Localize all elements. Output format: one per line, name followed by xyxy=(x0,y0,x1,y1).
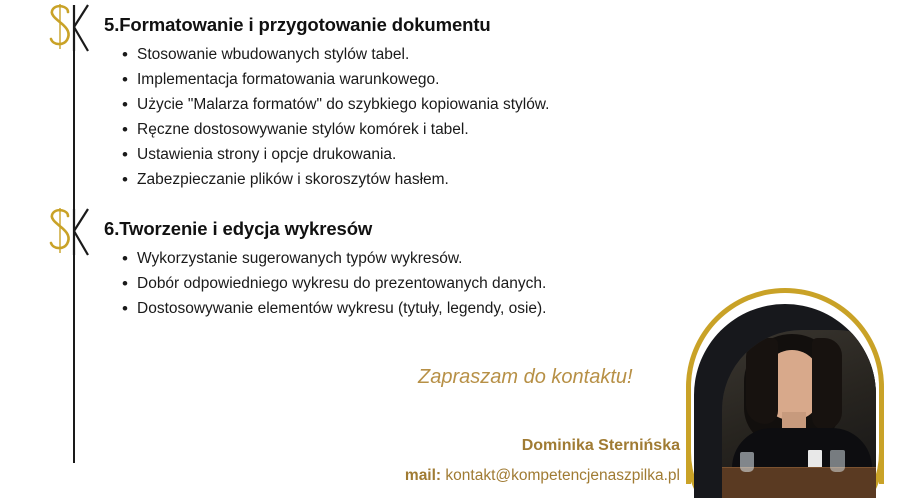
list-item: • Stosowanie wbudowanych stylów tabel. xyxy=(104,42,804,67)
list-item: • Ręczne dostosowywanie stylów komórek i tabel. xyxy=(104,117,804,142)
list-item: • Dostosowywanie elementów wykresu (tytuły, legendy, osie). xyxy=(104,296,804,321)
signature-name: Dominika Sternińska xyxy=(521,437,680,454)
list-item: • Dobór odpowiedniego wykresu do prezentowanych danych. xyxy=(104,271,804,296)
list-item: • Wykorzystanie sugerowanych typów wykresów. xyxy=(104,246,804,271)
monogram-logo-icon xyxy=(44,2,90,54)
portrait-composition xyxy=(672,282,902,498)
list-item: • Użycie "Malarza formatów" do szybkiego kopiowania stylów. xyxy=(104,92,804,117)
list-item: • Zabezpieczanie plików i skoroszytów hasłem. xyxy=(104,167,804,192)
list-item: • Ustawienia strony i opcje drukowania. xyxy=(104,142,804,167)
monogram-logo-icon-secondary xyxy=(44,206,90,258)
arch-inner xyxy=(722,330,876,498)
mail-line xyxy=(405,467,680,485)
bullet-list xyxy=(104,42,804,192)
mail-label: mail: xyxy=(404,467,442,484)
portrait-photo xyxy=(722,330,876,498)
section-heading: 6.Tworzenie i edycja wykresów xyxy=(104,218,373,239)
section-formatowanie xyxy=(104,14,804,192)
arch-frame xyxy=(694,304,876,498)
invite-text: Zapraszam do kontaktu! xyxy=(418,366,633,388)
mail-address[interactable]: kontakt@kompetencjenaszpilka.pl xyxy=(445,467,680,484)
list-item: • Implementacja formatowania warunkowego. xyxy=(104,67,804,92)
section-heading: 5.Formatowanie i przygotowanie dokumentu xyxy=(104,14,491,35)
